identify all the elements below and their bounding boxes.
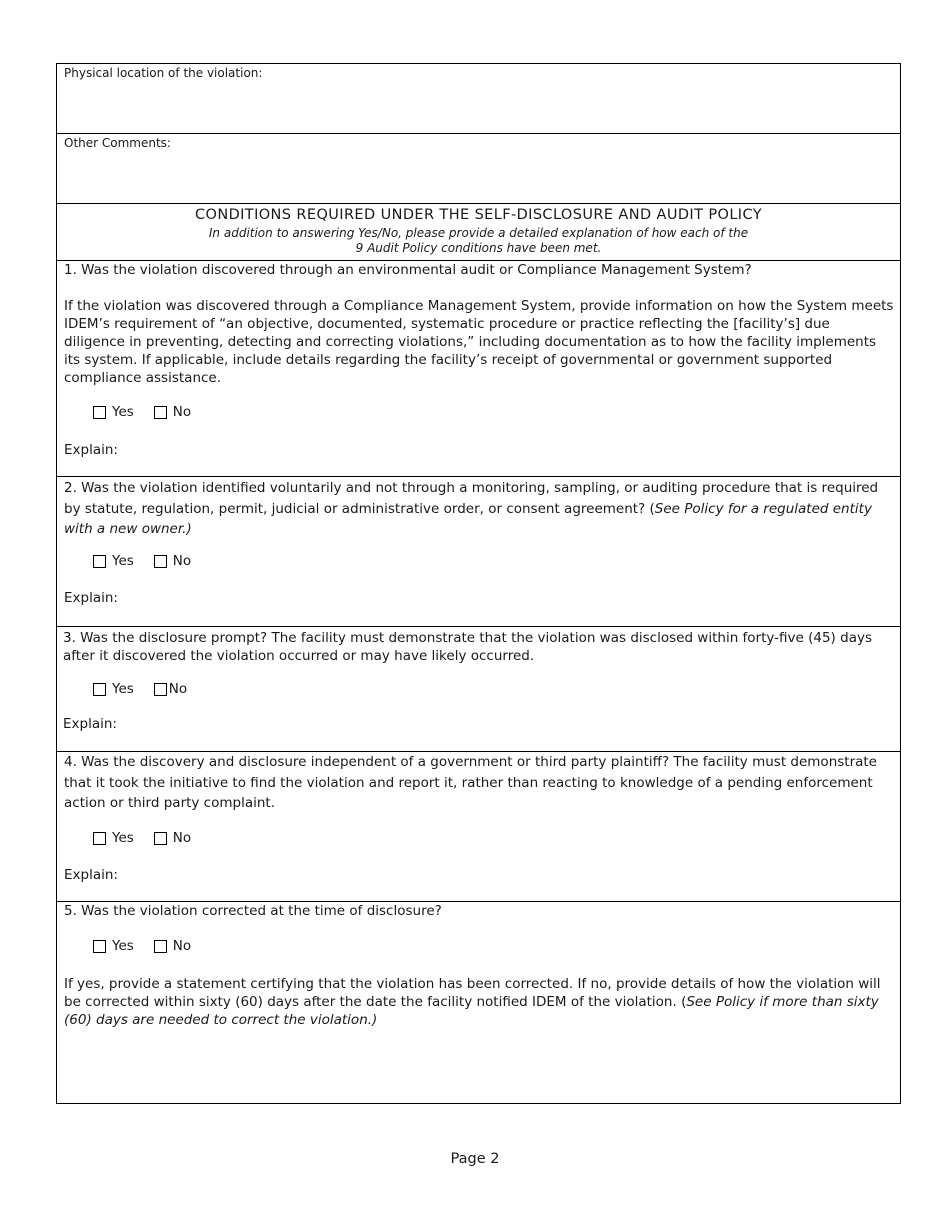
- conditions-title: CONDITIONS REQUIRED UNDER THE SELF-DISCLOSURE AND AUDIT POLICY: [194, 207, 763, 223]
- other-comments-section[interactable]: [57, 134, 900, 204]
- question-3-yes-label: Yes: [112, 681, 134, 697]
- question-4-yes-checkbox[interactable]: [93, 832, 106, 845]
- question-2-note: See Policy for a regulated entity with a new owner.): [64, 500, 872, 537]
- question-1-no-label: No: [172, 404, 192, 420]
- question-5-no-label: No: [172, 938, 192, 954]
- question-3-no-label: No: [168, 681, 188, 697]
- question-1-section: [57, 261, 900, 477]
- question-5-section: [57, 902, 900, 1103]
- physical-location-label: Physical location of the violation:: [64, 66, 263, 80]
- question-5-yes-checkbox[interactable]: [93, 940, 106, 953]
- question-4-section: [57, 752, 900, 902]
- question-2-explain-label: Explain:: [64, 590, 118, 606]
- question-3-no-checkbox[interactable]: [154, 683, 167, 696]
- question-2-no-label: No: [172, 553, 192, 569]
- question-5-options: [93, 938, 211, 954]
- question-4-options: [93, 830, 211, 846]
- question-5-text: 5. Was the violation corrected at the time of disclosure?: [64, 903, 442, 919]
- question-5-no-checkbox[interactable]: [154, 940, 167, 953]
- question-2-text: [64, 478, 894, 540]
- question-3-section: [57, 627, 900, 752]
- question-1-explain-label: Explain:: [64, 442, 118, 458]
- question-1-yes-label: Yes: [112, 404, 134, 420]
- page-number: Page 2: [450, 1151, 500, 1167]
- question-2-yes-checkbox[interactable]: [93, 555, 106, 568]
- question-2-yes-label: Yes: [112, 553, 134, 569]
- question-5-yes-label: Yes: [112, 938, 134, 954]
- question-1-no-checkbox[interactable]: [154, 406, 167, 419]
- question-3-options: [93, 681, 207, 697]
- question-2-section: [57, 477, 900, 627]
- question-5-note: See Policy if more than sixty (60) days are needed to correct the violation.): [64, 994, 879, 1028]
- question-4-no-checkbox[interactable]: [154, 832, 167, 845]
- question-1-options: [93, 404, 211, 420]
- audit-policy-form: [56, 63, 901, 1104]
- question-1-yes-checkbox[interactable]: [93, 406, 106, 419]
- question-2-options: [93, 553, 211, 569]
- question-4-no-label: No: [172, 830, 192, 846]
- question-4-explain-label: Explain:: [64, 867, 118, 883]
- conditions-subtitle: [57, 226, 900, 256]
- question-1-detail: If the violation was discovered through a Compliance Management System, provide information on how the System meets IDEM’s requirement of “an objective, documented, systematic procedure or practice reflecting the [facility’s] due diligence in preventing, detecting and correcting violations,” including documentation as to how the facility implements its system. If applicable, include details regarding the facility’s receipt of governmental or government supported compliance assistance.: [64, 298, 894, 386]
- question-4-text: 4. Was the discovery and disclosure independent of a government or third party plaintiff? The facility must demonstrate that it took the initiative to find the violation and report it, rather than reacting to knowledge of a pending enforcement action or third party complaint.: [64, 754, 877, 811]
- question-5-detail: [64, 975, 894, 1029]
- question-4-yes-label: Yes: [112, 830, 134, 846]
- question-3-text: 3. Was the disclosure prompt? The facility must demonstrate that the violation was disclosed within forty-five (45) days after it discovered the violation occurred or may have likely occurred.: [63, 630, 872, 664]
- conditions-header: [57, 204, 900, 261]
- question-2-no-checkbox[interactable]: [154, 555, 167, 568]
- question-3-explain-label: Explain:: [63, 716, 117, 732]
- physical-location-section[interactable]: [57, 64, 900, 134]
- question-1-text: 1. Was the violation discovered through an environmental audit or Compliance Management System?: [64, 262, 752, 278]
- question-5-detail-text: If yes, provide a statement certifying that the violation has been corrected. If no, provide details of how the violation will be corrected within sixty (60) days after the date the facility notified IDEM of the violation. (: [64, 976, 881, 1010]
- conditions-subtitle-line2: 9 Audit Policy conditions have been met.: [355, 241, 602, 255]
- other-comments-label: Other Comments:: [64, 136, 171, 150]
- question-3-yes-checkbox[interactable]: [93, 683, 106, 696]
- question-2-question: 2. Was the violation identified voluntarily and not through a monitoring, sampling, or auditing procedure that is required by statute, regulation, permit, judicial or administrative order, or consent agreement? (: [64, 480, 879, 517]
- conditions-subtitle-line1: In addition to answering Yes/No, please provide a detailed explanation of how each of the: [208, 226, 749, 240]
